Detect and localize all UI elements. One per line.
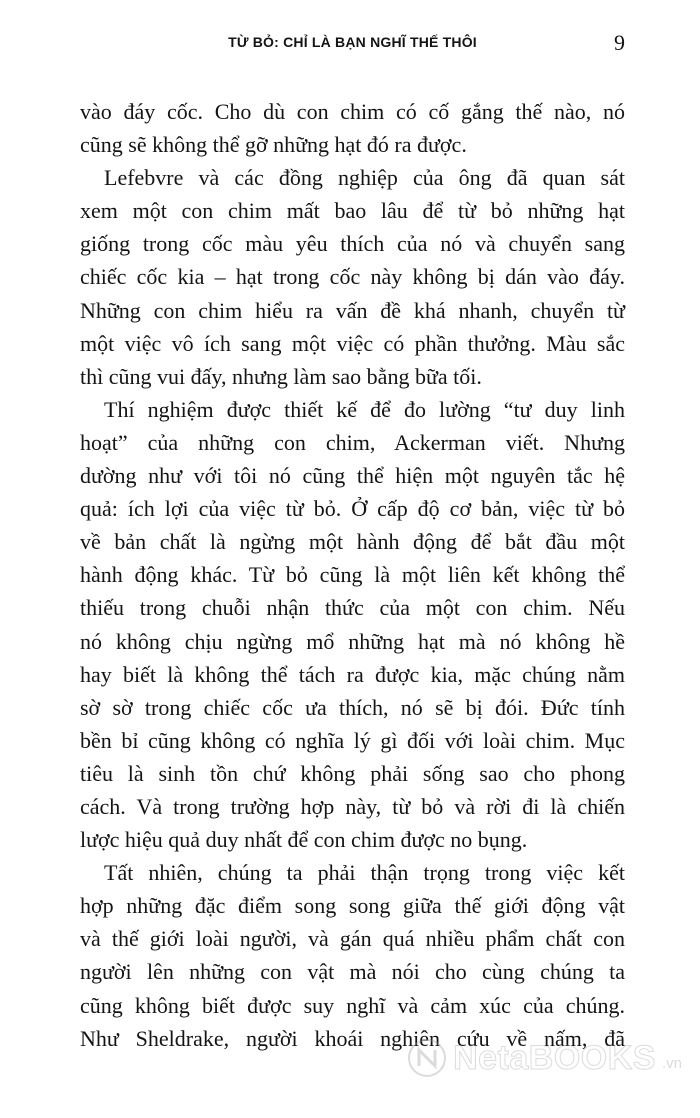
text-line: giống trong cốc màu yêu thích của nó và chuyển sang	[80, 231, 625, 257]
text-line: cách. Và trong trường hợp này, từ bỏ và rời đi là chiến	[80, 793, 625, 819]
text-line: nó không chịu ngừng mổ những hạt mà nó không hề	[80, 628, 625, 654]
watermark-text: NetaBOOKS	[453, 1038, 656, 1077]
text-line: hành động khác. Từ bỏ cũng là một liên kết không thể	[80, 562, 625, 588]
text-line: hay biết là không thể tách ra được kia, mặc chúng nằm	[80, 661, 625, 687]
text-line: xem một con chim mất bao lâu để từ bỏ những hạt	[80, 198, 625, 224]
text-line: thì cũng vui đấy, nhưng làm sao bằng bữa tối.	[80, 363, 482, 389]
text-line: sờ sờ trong chiếc cốc ưa thích, nó sẽ bị đói. Đức tính	[80, 694, 625, 720]
text-line: Những con chim hiểu ra vấn đề khá nhanh, chuyển từ	[80, 297, 625, 323]
running-head: TỪ BỎ: CHỈ LÀ BẠN NGHĨ THẾ THÔI	[228, 34, 477, 50]
text-line: về bản chất là ngừng một hành động để bắt đầu một	[80, 529, 625, 555]
text-line: hoạt” của những con chim, Ackerman viết. Nhưng	[80, 429, 625, 455]
text-line: cũng sẽ không thể gỡ những hạt đó ra được.	[80, 132, 467, 158]
text-line: bền bỉ cũng không có nghĩa lý gì đối với loài chim. Mục	[80, 727, 625, 753]
page-number: 9	[614, 30, 625, 55]
text-line: Tất nhiên, chúng ta phải thận trọng trong việc kết	[104, 860, 625, 886]
page-header	[80, 30, 625, 60]
watermark-suffix: .vn	[661, 1055, 682, 1072]
text-line: Như Sheldrake, người khoái nghiên cứu về nấm, đã	[80, 1025, 625, 1051]
text-line: cũng không biết được suy nghĩ và cảm xúc của chúng.	[80, 992, 625, 1018]
watermark	[407, 1038, 682, 1078]
text-line: hợp những đặc điểm song song giữa thế giới động vật	[80, 893, 625, 919]
netabooks-logo-icon	[407, 1038, 447, 1078]
text-line: vào đáy cốc. Cho dù con chim có cố gắng thế nào, nó	[80, 99, 625, 124]
text-line: tiêu là sinh tồn chứ không phải sống sao cho phong	[80, 760, 625, 786]
text-line: người lên những con vật mà nói cho cùng chúng ta	[80, 959, 625, 985]
text-line: lược hiệu quả duy nhất để con chim được no bụng.	[80, 827, 528, 853]
text-line: quả: ích lợi của việc từ bỏ. Ở cấp độ cơ bản, việc từ bỏ	[80, 496, 625, 522]
text-line: chiếc cốc kia – hạt trong cốc này không bị dán vào đáy.	[80, 264, 625, 290]
text-line: dường như với tôi nó cũng thể hiện một nguyên tắc hệ	[80, 463, 625, 489]
text-line: Lefebvre và các đồng nghiệp của ông đã quan sát	[104, 165, 625, 191]
text-line: Thí nghiệm được thiết kế để đo lường “tư duy linh	[104, 396, 625, 422]
text-line: một việc vô ích sang một việc có phần thưởng. Màu sắc	[80, 330, 625, 356]
text-line: thiếu trong chuỗi nhận thức của một con chim. Nếu	[80, 595, 625, 621]
text-line: và thế giới loài người, và gán quá nhiều phẩm chất con	[80, 926, 625, 952]
body-text	[80, 95, 625, 1055]
